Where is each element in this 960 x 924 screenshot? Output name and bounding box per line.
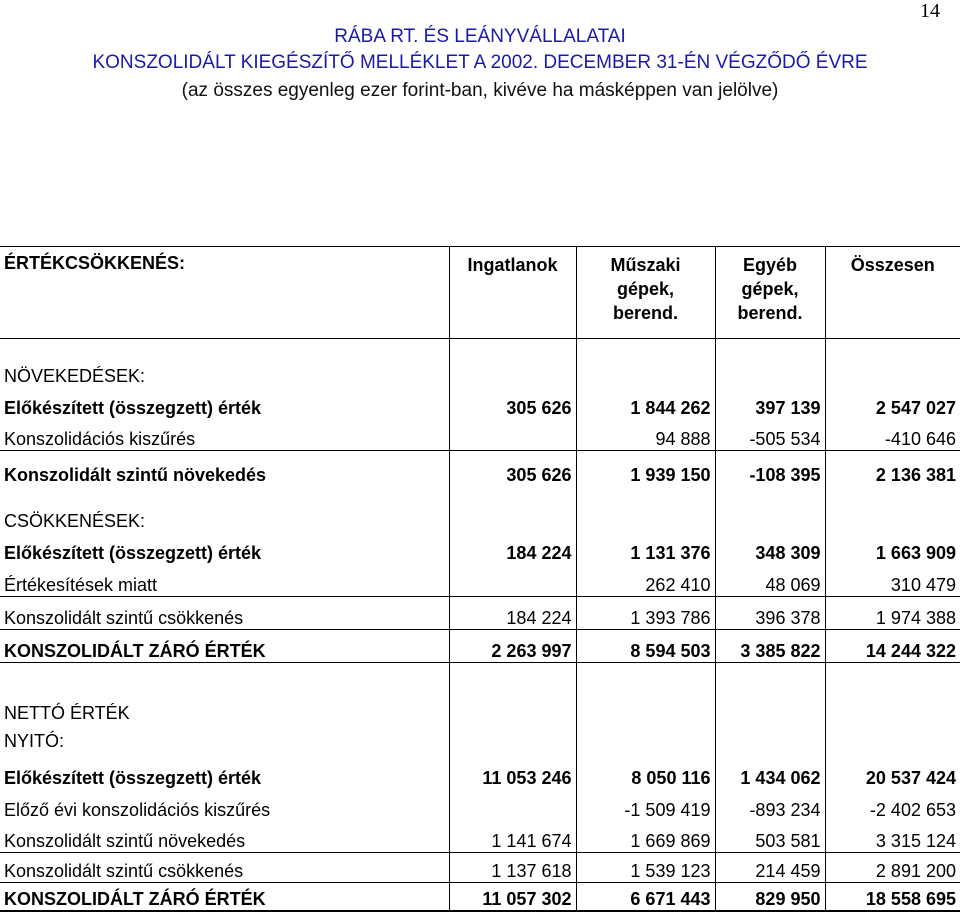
page-number: 14 <box>920 0 940 22</box>
row-label: Előkészített (összegzett) érték <box>4 767 262 788</box>
table-row <box>0 883 960 911</box>
row-label: Előző évi konszolidációs kiszűrés <box>4 799 271 820</box>
cell-value <box>449 419 576 451</box>
table-row <box>0 755 960 789</box>
table-row <box>0 630 960 663</box>
row-label: Konszolidált szintű csökkenés <box>0 597 449 630</box>
table-row <box>0 387 960 419</box>
cell-value: 20 537 424 <box>825 755 960 789</box>
section-label: NÖVEKEDÉSEK: <box>4 365 146 386</box>
cell-value: 184 224 <box>449 597 576 630</box>
cell-value: 3 315 124 <box>825 821 960 853</box>
row-label: Konszolidált szintű növekedés <box>0 451 449 486</box>
table-title: ÉRTÉKCSÖKKENÉS: <box>0 247 449 339</box>
depreciation-table <box>0 246 960 912</box>
table-header-row <box>0 247 960 339</box>
row-label: Előkészített (összegzett) érték <box>4 397 262 418</box>
cell-value: 1 539 123 <box>576 853 715 883</box>
row-label: KONSZOLIDÁLT ZÁRÓ ÉRTÉK <box>0 883 449 911</box>
cell-value: -2 402 653 <box>825 789 960 821</box>
cell-value: 214 459 <box>715 853 825 883</box>
cell-value: 396 378 <box>715 597 825 630</box>
cell-value: 14 244 322 <box>825 630 960 663</box>
table-row <box>0 564 960 597</box>
cell-value: -108 395 <box>715 451 825 486</box>
section-label: NETTÓ ÉRTÉK NYITÓ: <box>4 702 130 751</box>
col-header-muszaki: Műszaki gépek, berend. <box>576 247 715 339</box>
table-row <box>0 853 960 883</box>
cell-value: 8 594 503 <box>576 630 715 663</box>
cell-value: 1 137 618 <box>449 853 576 883</box>
company-title: RÁBA RT. ÉS LEÁNYVÁLLALATAI <box>334 26 626 47</box>
cell-value: -505 534 <box>715 419 825 451</box>
cell-value <box>449 564 576 597</box>
cell-value <box>449 789 576 821</box>
table-row <box>0 532 960 564</box>
cell-value: 262 410 <box>576 564 715 597</box>
row-label: Konszolidált szintű csökkenés <box>0 853 449 883</box>
cell-value: 8 050 116 <box>576 755 715 789</box>
cell-value: 2 136 381 <box>825 451 960 486</box>
table-row <box>0 821 960 853</box>
col-header-osszesen: Összesen <box>825 247 960 339</box>
cell-value: -1 509 419 <box>576 789 715 821</box>
row-label: Konszolidált szintű növekedés <box>4 831 246 851</box>
row-label: Előkészített (összegzett) érték <box>4 542 262 563</box>
col-header-egyeb: Egyéb gépek, berend. <box>715 247 825 339</box>
row-label: KONSZOLIDÁLT ZÁRÓ ÉRTÉK <box>0 630 449 663</box>
cell-value: 397 139 <box>715 387 825 419</box>
cell-value: 18 558 695 <box>825 883 960 911</box>
currency-note: (az összes egyenleg ezer forint-ban, kivéve ha másképpen van jelölve) <box>181 80 779 101</box>
cell-value: 2 263 997 <box>449 630 576 663</box>
cell-value: 1 131 376 <box>576 532 715 564</box>
cell-value: 1 141 674 <box>449 821 576 853</box>
cell-value: 1 974 388 <box>825 597 960 630</box>
cell-value: 94 888 <box>576 419 715 451</box>
cell-value: -893 234 <box>715 789 825 821</box>
section-label: CSÖKKENÉSEK: <box>4 510 146 531</box>
cell-value: 3 385 822 <box>715 630 825 663</box>
cell-value: 503 581 <box>715 821 825 853</box>
cell-value: 2 891 200 <box>825 853 960 883</box>
table-row <box>0 597 960 630</box>
cell-value: 11 057 302 <box>449 883 576 911</box>
section-row <box>0 486 960 532</box>
table-row <box>0 451 960 486</box>
cell-value: 348 309 <box>715 532 825 564</box>
cell-value: 305 626 <box>449 451 576 486</box>
table-row <box>0 419 960 451</box>
cell-value: 11 053 246 <box>449 755 576 789</box>
cell-value: 305 626 <box>449 387 576 419</box>
document-title: KONSZOLIDÁLT KIEGÉSZÍTŐ MELLÉKLET A 2002. DECEMBER 31-ÉN VÉGZŐDŐ ÉVRE <box>92 52 868 73</box>
row-label: Konszolidációs kiszűrés <box>4 429 196 449</box>
cell-value: 6 671 443 <box>576 883 715 911</box>
section-row <box>0 663 960 755</box>
cell-value: 1 844 262 <box>576 387 715 419</box>
cell-value: 310 479 <box>825 564 960 597</box>
cell-value: 1 939 150 <box>576 451 715 486</box>
cell-value: 829 950 <box>715 883 825 911</box>
cell-value: 1 393 786 <box>576 597 715 630</box>
cell-value: 1 669 869 <box>576 821 715 853</box>
cell-value: 48 069 <box>715 564 825 597</box>
cell-value: 1 663 909 <box>825 532 960 564</box>
table-row <box>0 789 960 821</box>
col-header-ingatlanok: Ingatlanok <box>449 247 576 339</box>
cell-value: -410 646 <box>825 419 960 451</box>
cell-value: 1 434 062 <box>715 755 825 789</box>
cell-value: 184 224 <box>449 532 576 564</box>
section-row <box>0 339 960 387</box>
row-label: Értékesítések miatt <box>4 575 158 595</box>
cell-value: 2 547 027 <box>825 387 960 419</box>
